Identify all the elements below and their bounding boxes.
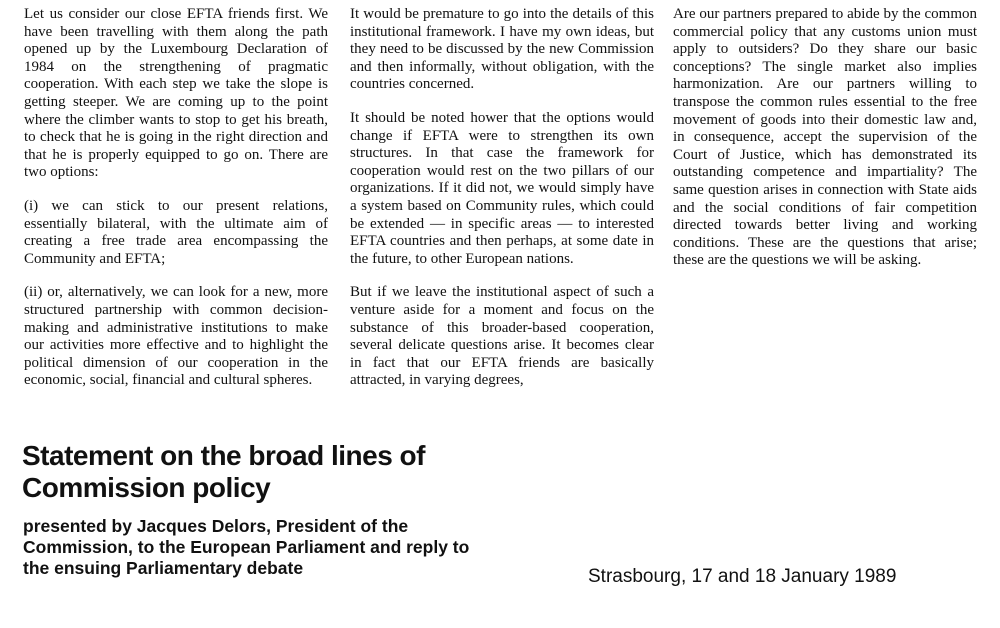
document-title: Statement on the broad lines of Commission policy <box>22 440 425 503</box>
text-column-3 <box>673 6 977 286</box>
paragraph: But if we leave the institutional aspect of such a venture aside for a moment and focus on the substance of this broader-based cooperation, several delicate questions arise. It becomes clear in fact that our EFTA friends are basically attracted, in varying degrees, <box>350 284 654 389</box>
paragraph: It would be premature to go into the details of this institutional framework. I have my own ideas, but they need to be discussed by the new Commission and then informally, without obligation, with the countries concerned. <box>350 6 654 93</box>
text-column-2 <box>350 6 654 406</box>
paragraph: It should be noted hower that the options would change if EFTA were to strengthen its own structures. In that case the framework for cooperation would rest on the two pillars of our organizations. If it did not, we would simply have a system based on Community rules, which could be extended — in specific areas — to interested EFTA countries and then perhaps, at some date in the future, to other European nations. <box>350 109 654 267</box>
place-and-date: Strasbourg, 17 and 18 January 1989 <box>588 566 897 587</box>
document-subtitle: presented by Jacques Delors, President of the Commission, to the European Parliament and reply to the ensuing Parliamentary debate <box>23 516 470 578</box>
paragraph: Are our partners prepared to abide by the common commercial policy that any customs union must apply to outsiders? Do they share our basic conceptions? The single market also implies harmonization. Are our partners willing to transpose the common rules essential to the free movement of goods into their domestic law and, in consequence, accept the supervision of the Court of Justice, which has demonstrated its outstanding competence and impartiality? The same question arises in connection with State aids and the social conditions of fair competition directed towards better living and working conditions. These are the questions that arise; these are the questions we will be asking. <box>673 6 977 269</box>
paragraph: Let us consider our close EFTA friends first. We have been travelling with them along the path opened up by the Luxembourg Declaration of 1984 on the strengthening of pragmatic cooperation. With each step we take the slope is getting steeper. We are coming up to the point where the climber wants to stop to get his breath, to check that he is going in the right direction and that he is properly equipped to go on. There are two options: <box>24 6 328 181</box>
paragraph: (i) we can stick to our present relations, essentially bilateral, with the ultimate aim of creating a free trade area encompassing the Community and EFTA; <box>24 197 328 267</box>
text-column-1 <box>24 6 328 406</box>
paragraph: (ii) or, alternatively, we can look for a new, more structured partnership with common decision-making and administrative institutions to make our activities more effective and to highlight the political dimension of our cooperation in the economic, social, financial and cultural spheres. <box>24 284 328 389</box>
